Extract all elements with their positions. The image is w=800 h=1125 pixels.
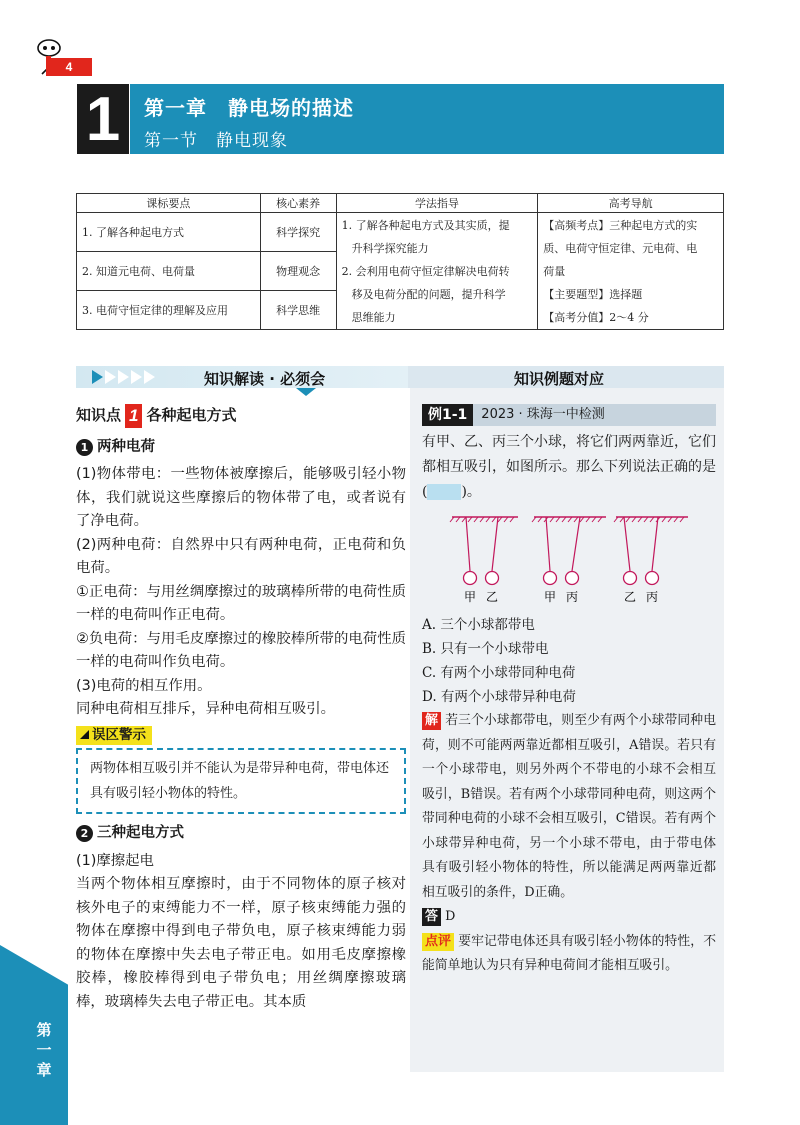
page-number: 4 [46,58,92,76]
warning-box: 两物体相互吸引并不能认为是带异种电荷，带电体还具有吸引轻小物体的特性。 [76,748,406,814]
banner-left-title: 知识解读 · 必须会 [204,370,326,388]
arrow-icon [118,370,129,384]
ball [566,572,579,585]
ceiling-pair-2 [532,517,606,604]
ball-label: 丙 [645,590,659,604]
ceiling-pair-1 [450,517,518,604]
example-tag: 例1-1 [422,404,473,426]
question-end: )。 [461,484,481,500]
exam-line: 质、电荷守恒定律、元电荷、电 [543,241,698,255]
subsection-title: 两种电荷 [97,438,155,455]
banner-left [76,366,408,388]
banner-right-title: 知识例题对应 [514,370,605,388]
ball [624,572,637,585]
paragraph: 同种电荷相互排斥，异种电荷相互吸引。 [76,701,336,717]
exam-line: 【高考分值】2～4 分 [543,310,649,324]
table-header-row [77,194,724,213]
table-cell: 科学思维 [260,291,336,330]
option-b: B. 只有一个小球带电 [422,641,549,657]
exam-cell [538,213,724,330]
solution-text: 若三个小球都带电，则至少有两个小球带同种电荷，则不可能两两靠近都相互吸引，A错误。若只有一个小球带电，则另外两个不带电的小球不会相互吸引，B错误。若有两个小球带同种电荷，则这两个带同种电荷的小球不会相互吸引，C错误。若有两个小球带异种电荷，另一个小球不带电，由于带电体具有吸引轻小物体的特性，所以能满足两两靠近都相互吸引的条件，D正确。 [422,713,716,900]
paragraph: (3)电荷的相互作用。 [76,677,212,694]
ball [544,572,557,585]
example-column [422,404,716,979]
solution [422,709,716,905]
arrow-icon [144,370,155,384]
table-cell: 3. 电荷守恒定律的理解及应用 [77,291,261,330]
answer-tag: 答 [422,908,441,926]
ball [486,572,499,585]
answer [422,905,716,930]
exam-line: 荷量 [543,264,566,278]
banner-right [408,366,724,388]
side-tab-label: 第一章 [36,1021,52,1079]
table-row [77,213,724,252]
subsection-heading [76,436,406,460]
chapter-header [130,84,724,154]
table-cell: 2. 知道元电荷、电荷量 [77,252,261,291]
arrow-icons [92,370,155,384]
option-c: C. 有两个小球带同种电荷 [422,665,576,681]
paragraph: (1)物体带电：一些物体被摩擦后，能够吸引轻小物体，我们就说这些摩擦后的物体带了电，或者说有了净电荷。 [76,466,406,529]
comment [422,930,716,979]
method-line: 1. 了解各种起电方式及其实质，提 [341,218,510,232]
table-header: 核心素养 [260,194,336,213]
subsection-title: 三种起电方式 [97,825,184,841]
table-header: 高考导航 [538,194,724,213]
method-line: 升科学探究能力 [351,241,429,255]
warning-tag-label: 误区警示 [92,726,146,743]
ball-label: 甲 [543,590,557,604]
warning-icon [80,730,89,739]
table-cell: 1. 了解各种起电方式 [77,213,261,252]
paragraph: (1)摩擦起电 [76,852,154,869]
arrow-icon [92,370,103,384]
option-d: D. 有两个小球带异种电荷 [422,689,576,705]
option-a: A. 三个小球都带电 [422,617,535,633]
ball-label: 丙 [565,590,579,604]
exam-line: 【主要题型】选择题 [543,287,643,301]
ceiling-pair-3 [614,517,688,604]
method-line: 移及电荷分配的问题，提升科学 [351,287,506,301]
method-cell [336,213,538,330]
ball-label: 甲 [463,590,477,604]
hanging-balls-figure [422,511,716,609]
arrow-icon [105,370,116,384]
kp-number: 1 [125,404,142,428]
example-question [422,430,716,505]
table-cell: 物理观念 [260,252,336,291]
circle-number: 1 [76,439,93,456]
ball [464,572,477,585]
section-title: 第一节 静电现象 [144,131,288,151]
question-text: 有甲、乙、丙三个小球，将它们两两靠近，它们都相互吸引，如图所示。那么下列说法正确的是( [422,434,716,500]
paragraph: ①正电荷：与用丝绸摩擦过的玻璃棒所带的电荷性质一样的电荷叫作正电荷。 [76,583,406,623]
answer-blank [427,484,461,500]
example-header [422,404,716,426]
kp-title: 各种起电方式 [146,406,237,424]
chapter-title: 第一章 静电场的描述 [144,96,354,120]
ball [646,572,659,585]
circle-number: 2 [76,825,93,842]
exam-line: 【高频考点】三种起电方式的实 [543,218,698,232]
solution-tag: 解 [422,712,441,730]
kp-label: 知识点 [76,406,122,424]
table-header: 学法指导 [336,194,538,213]
subsection-heading [76,822,406,846]
method-line: 2. 会利用电荷守恒定律解决电荷转 [341,264,510,278]
answer-text: D [445,909,456,924]
example-source: 2023 · 珠海一中检测 [481,407,605,422]
knowledge-column [76,404,406,1014]
paragraph: ②负电荷：与用毛皮摩擦过的橡胶棒所带的电荷性质一样的电荷叫作负电荷。 [76,630,406,670]
table-header: 课标要点 [77,194,261,213]
method-line: 思维能力 [351,310,396,324]
banner-notch-icon [296,388,316,396]
arrow-icon [131,370,142,384]
paragraph: 当两个物体相互摩擦时，由于不同物体的原子核对核外电子的束缚能力不一样，原子核束缚能力强的物体在摩擦中得到电子带负电，原子核束缚能力弱的物体在摩擦中失去电子带正电。如用毛皮摩擦橡胶棒，橡胶棒得到电子带负电；用丝绸摩擦玻璃棒，玻璃棒失去电子带正电。其本质 [76,876,406,1010]
ball-label: 乙 [623,590,637,604]
comment-text: 要牢记带电体还具有吸引轻小物体的特性，不能简单地认为只有异种电荷间才能相互吸引。 [422,933,716,973]
chapter-number: 1 [77,84,129,154]
table-cell: 科学探究 [260,213,336,252]
paragraph: (2)两种电荷：自然界中只有两种电荷，正电荷和负电荷。 [76,536,406,576]
warning-tag [76,726,152,745]
ball-label: 乙 [485,590,499,604]
knowledge-point-heading [76,404,406,428]
objectives-table [76,193,724,330]
comment-tag: 点评 [422,933,454,951]
